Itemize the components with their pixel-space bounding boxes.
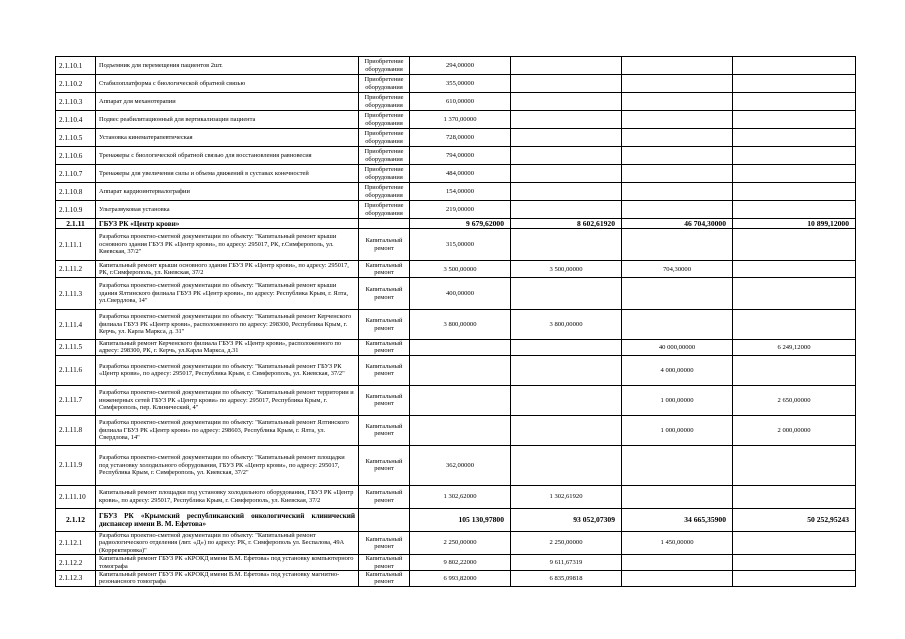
row-value-1: 610,00000 — [410, 93, 511, 111]
row-value-1: 9 679,62000 — [410, 219, 511, 229]
row-value-4 — [733, 229, 856, 261]
row-code: 2.1.10.8 — [56, 183, 96, 201]
row-value-2 — [511, 201, 622, 219]
table-row — [56, 129, 856, 147]
row-name: Разработка проектно-сметной документации по объекту: "Капитальный ремонт площадки под установку холодильного оборудования, ГБУЗ РК «Центр крови», по адресу: 295017, Республика Крым, г. Симферополь, ул. Киевская, 37/2" — [96, 445, 359, 485]
row-work-type: Капитальный ремонт — [359, 485, 410, 508]
row-value-3: 1 000,00000 — [622, 415, 733, 445]
row-name: Подъемник для перемещения пациентов 2шт. — [96, 57, 359, 75]
row-name: Разработка проектно-сметной документации по объекту: "Капитальный ремонт Керченского филиала ГБУЗ РК «Центр крови», расположенного по адресу: 298300, Республика Крым, г. Керчь, ул. Карла Маркса, д. 31" — [96, 310, 359, 340]
row-work-type: Приобретение оборудования — [359, 165, 410, 183]
row-value-1: 400,00000 — [410, 278, 511, 310]
row-code: 2.1.11.7 — [56, 385, 96, 415]
table-row — [56, 261, 856, 278]
row-code: 2.1.11.4 — [56, 310, 96, 340]
table-row — [56, 229, 856, 261]
row-value-4: 2 000,00000 — [733, 415, 856, 445]
row-value-4: 6 249,12000 — [733, 340, 856, 356]
row-value-4 — [733, 201, 856, 219]
row-value-1: 728,00000 — [410, 129, 511, 147]
row-value-1: 219,00000 — [410, 201, 511, 219]
row-name: Подвес реабилитационный для вертикализации пациента — [96, 111, 359, 129]
row-value-4: 2 650,00000 — [733, 385, 856, 415]
row-code: 2.1.10.1 — [56, 57, 96, 75]
row-value-4 — [733, 129, 856, 147]
row-name: ГБУЗ РК «Крымский республиканский онкологический клинический диспансер имени В. М. Ефетова» — [96, 508, 359, 531]
row-name: Разработка проектно-сметной документации по объекту: "Капитальный ремонт крыши здания Ялтинского филиала ГБУЗ РК «Центр крови», по адресу: Республика Крым, г. Ялта, ул.Свердлова, 14" — [96, 278, 359, 310]
row-work-type — [359, 219, 410, 229]
row-work-type: Капитальный ремонт — [359, 555, 410, 571]
row-work-type: Капитальный ремонт — [359, 278, 410, 310]
row-name: Установка кинематерапевтическая — [96, 129, 359, 147]
row-value-1: 154,00000 — [410, 183, 511, 201]
row-value-3 — [622, 485, 733, 508]
row-value-2 — [511, 340, 622, 356]
row-value-4 — [733, 93, 856, 111]
row-name: Стабилоплатформа с биологической обратной связью — [96, 75, 359, 93]
row-name: Капитальный ремонт Керченского филиала ГБУЗ РК «Центр крови», расположенного по адресу: 298300, РК, г. Керчь, ул.Карла Маркса, д.31 — [96, 340, 359, 356]
row-value-2 — [511, 278, 622, 310]
row-value-2 — [511, 445, 622, 485]
table-row — [56, 445, 856, 485]
table-row — [56, 57, 856, 75]
row-code: 2.1.11.5 — [56, 340, 96, 356]
row-code: 2.1.11 — [56, 219, 96, 229]
row-value-3: 1 000,00000 — [622, 385, 733, 415]
row-value-4 — [733, 571, 856, 587]
table-row — [56, 201, 856, 219]
row-name: Капитальный ремонт ГБУЗ РК «КРОКД имени В.М. Ефетова» под установку магнитно-резонансного томографа — [96, 571, 359, 587]
row-name: Капитальный ремонт крыши основного здания ГБУЗ РК «Центр крови», по адресу: 295017, РК, г.Симферополь, ул. Киевская, 37/2 — [96, 261, 359, 278]
row-name: Разработка проектно-сметной документации по объекту: "Капитальный ремонт территории и инженерных сетей ГБУЗ РК «Центр крови» по адресу: 295017, Республика Крым, г. Симферополь, пер. Клинический, 4" — [96, 385, 359, 415]
row-value-1 — [410, 415, 511, 445]
budget-table — [55, 56, 856, 587]
row-work-type: Капитальный ремонт — [359, 261, 410, 278]
row-value-1: 355,00000 — [410, 75, 511, 93]
table-row — [56, 555, 856, 571]
row-name: Разработка проектно-сметной документации по объекту: "Капитальный ремонт Ялтинского филиала ГБУЗ РК «Центр крови» по адресу: 298603, Республика Крым, г. Ялта, ул. Свердлова, 14" — [96, 415, 359, 445]
row-name: Аппарат кардиоинтервалографии — [96, 183, 359, 201]
row-value-4 — [733, 57, 856, 75]
row-value-3: 34 665,35900 — [622, 508, 733, 531]
row-value-4 — [733, 555, 856, 571]
row-value-2 — [511, 147, 622, 165]
row-work-type: Капитальный ремонт — [359, 229, 410, 261]
row-value-3 — [622, 183, 733, 201]
row-code: 2.1.10.9 — [56, 201, 96, 219]
row-value-2 — [511, 165, 622, 183]
row-work-type: Капитальный ремонт — [359, 571, 410, 587]
row-name: Капитальный ремонт ГБУЗ РК «КРОКД имени В.М. Ефетова» под установку компьютерного томографа — [96, 555, 359, 571]
row-value-1: 362,00000 — [410, 445, 511, 485]
row-value-2 — [511, 111, 622, 129]
row-value-2 — [511, 93, 622, 111]
table-row — [56, 340, 856, 356]
row-value-1: 2 250,00000 — [410, 531, 511, 554]
row-value-3 — [622, 445, 733, 485]
row-work-type: Капитальный ремонт — [359, 531, 410, 554]
row-code: 2.1.12 — [56, 508, 96, 531]
row-value-2 — [511, 415, 622, 445]
row-value-1 — [410, 355, 511, 385]
row-value-3 — [622, 93, 733, 111]
row-work-type: Капитальный ремонт — [359, 415, 410, 445]
table-body — [56, 57, 856, 587]
table-row — [56, 111, 856, 129]
row-value-3 — [622, 147, 733, 165]
row-value-4 — [733, 165, 856, 183]
row-value-3 — [622, 278, 733, 310]
row-value-1: 315,00000 — [410, 229, 511, 261]
row-name: Капитальный ремонт площадки под установку холодильного оборудования, ГБУЗ РК «Центр крови», по адресу: 295017, Республика Крым, г. Симферополь, ул. Киевская, 37/2 — [96, 485, 359, 508]
row-value-2: 9 611,67319 — [511, 555, 622, 571]
row-work-type: Приобретение оборудования — [359, 93, 410, 111]
row-work-type: Приобретение оборудования — [359, 111, 410, 129]
table-row — [56, 147, 856, 165]
row-value-2 — [511, 75, 622, 93]
table-row — [56, 93, 856, 111]
row-name: Разработка проектно-сметной документации по объекту: "Капитальный ремонт крыши основного здания ГБУЗ РК «Центр крови», по адресу: 295017, РК, г.Симферополь, ул. Киевская, 37/2" — [96, 229, 359, 261]
row-code: 2.1.10.2 — [56, 75, 96, 93]
table-row — [56, 278, 856, 310]
row-code: 2.1.11.8 — [56, 415, 96, 445]
row-value-1: 1 302,62000 — [410, 485, 511, 508]
row-value-3 — [622, 555, 733, 571]
row-value-2 — [511, 385, 622, 415]
row-value-1: 105 130,97800 — [410, 508, 511, 531]
row-value-1 — [410, 340, 511, 356]
table-row — [56, 531, 856, 554]
row-value-2: 3 500,00000 — [511, 261, 622, 278]
row-value-2: 1 302,61920 — [511, 485, 622, 508]
row-value-4 — [733, 75, 856, 93]
row-value-4: 50 252,95243 — [733, 508, 856, 531]
row-work-type: Капитальный ремонт — [359, 310, 410, 340]
row-code: 2.1.12.2 — [56, 555, 96, 571]
row-name: ГБУЗ РК «Центр крови» — [96, 219, 359, 229]
row-code: 2.1.12.1 — [56, 531, 96, 554]
row-name: Тренажеры с биологической обратной связью для восстановления равновесия — [96, 147, 359, 165]
row-value-2 — [511, 229, 622, 261]
table-row — [56, 415, 856, 445]
row-value-2 — [511, 355, 622, 385]
row-name: Разработка проектно-сметной документации по объекту: "Капитальный ремонт радиологического отделения (лит. «Д») по адресу: РК, г. Симферополь ул. Беспалова, 49А (Корректировка)" — [96, 531, 359, 554]
row-value-1: 6 993,82000 — [410, 571, 511, 587]
row-name: Разработка проектно-сметной документации по объекту: "Капитальный ремонт ГБУЗ РК «Центр крови», по адресу: 295017, Республика Крым, г. Симферополь, ул. Киевская, 37/2" — [96, 355, 359, 385]
row-work-type: Капитальный ремонт — [359, 385, 410, 415]
row-work-type — [359, 508, 410, 531]
row-value-2: 93 052,07309 — [511, 508, 622, 531]
row-value-1: 9 802,22000 — [410, 555, 511, 571]
row-value-1 — [410, 385, 511, 415]
group-row — [56, 508, 856, 531]
table-row — [56, 75, 856, 93]
row-code: 2.1.10.3 — [56, 93, 96, 111]
row-work-type: Приобретение оборудования — [359, 201, 410, 219]
table-row — [56, 183, 856, 201]
row-value-2 — [511, 129, 622, 147]
row-work-type: Капитальный ремонт — [359, 445, 410, 485]
row-value-1: 1 370,00000 — [410, 111, 511, 129]
row-value-2: 8 602,61920 — [511, 219, 622, 229]
row-work-type: Капитальный ремонт — [359, 340, 410, 356]
row-value-4 — [733, 183, 856, 201]
row-value-4 — [733, 147, 856, 165]
row-value-1: 794,00000 — [410, 147, 511, 165]
row-value-3 — [622, 165, 733, 183]
row-value-4 — [733, 111, 856, 129]
row-value-3: 40 000,00000 — [622, 340, 733, 356]
row-value-3 — [622, 229, 733, 261]
row-code: 2.1.12.3 — [56, 571, 96, 587]
row-value-1: 484,00000 — [410, 165, 511, 183]
row-work-type: Приобретение оборудования — [359, 183, 410, 201]
row-value-2 — [511, 57, 622, 75]
row-value-1: 3 500,00000 — [410, 261, 511, 278]
row-value-2: 6 835,09818 — [511, 571, 622, 587]
row-value-3 — [622, 310, 733, 340]
group-row — [56, 219, 856, 229]
row-name: Ультразвуковая установка — [96, 201, 359, 219]
table-row — [56, 165, 856, 183]
row-work-type: Приобретение оборудования — [359, 129, 410, 147]
row-value-4 — [733, 485, 856, 508]
row-value-3 — [622, 57, 733, 75]
row-value-3 — [622, 75, 733, 93]
table-row — [56, 385, 856, 415]
table-row — [56, 310, 856, 340]
row-code: 2.1.10.6 — [56, 147, 96, 165]
row-value-4 — [733, 355, 856, 385]
row-value-4 — [733, 278, 856, 310]
row-value-3 — [622, 201, 733, 219]
row-value-2: 3 800,00000 — [511, 310, 622, 340]
row-value-4 — [733, 445, 856, 485]
row-code: 2.1.11.3 — [56, 278, 96, 310]
row-value-3 — [622, 571, 733, 587]
row-code: 2.1.11.1 — [56, 229, 96, 261]
row-value-3: 46 704,30000 — [622, 219, 733, 229]
row-value-3 — [622, 111, 733, 129]
row-work-type: Приобретение оборудования — [359, 57, 410, 75]
row-value-4 — [733, 310, 856, 340]
row-value-4: 10 899,12000 — [733, 219, 856, 229]
row-value-3: 704,30000 — [622, 261, 733, 278]
row-code: 2.1.11.6 — [56, 355, 96, 385]
row-code: 2.1.11.9 — [56, 445, 96, 485]
row-code: 2.1.10.7 — [56, 165, 96, 183]
row-value-3: 1 450,00000 — [622, 531, 733, 554]
table-row — [56, 355, 856, 385]
row-value-1: 3 800,00000 — [410, 310, 511, 340]
row-value-2 — [511, 183, 622, 201]
row-work-type: Капитальный ремонт — [359, 355, 410, 385]
row-value-1: 294,00000 — [410, 57, 511, 75]
row-value-3 — [622, 129, 733, 147]
row-value-4 — [733, 531, 856, 554]
row-value-4 — [733, 261, 856, 278]
row-work-type: Приобретение оборудования — [359, 147, 410, 165]
row-name: Аппарат для механотерапии — [96, 93, 359, 111]
row-code: 2.1.11.10 — [56, 485, 96, 508]
row-value-3: 4 000,00000 — [622, 355, 733, 385]
row-work-type: Приобретение оборудования — [359, 75, 410, 93]
table-row — [56, 571, 856, 587]
table-row — [56, 485, 856, 508]
row-code: 2.1.10.4 — [56, 111, 96, 129]
row-code: 2.1.10.5 — [56, 129, 96, 147]
row-code: 2.1.11.2 — [56, 261, 96, 278]
row-name: Тренажеры для увеличения силы и объема движений в суставах конечностей — [96, 165, 359, 183]
row-value-2: 2 250,00000 — [511, 531, 622, 554]
